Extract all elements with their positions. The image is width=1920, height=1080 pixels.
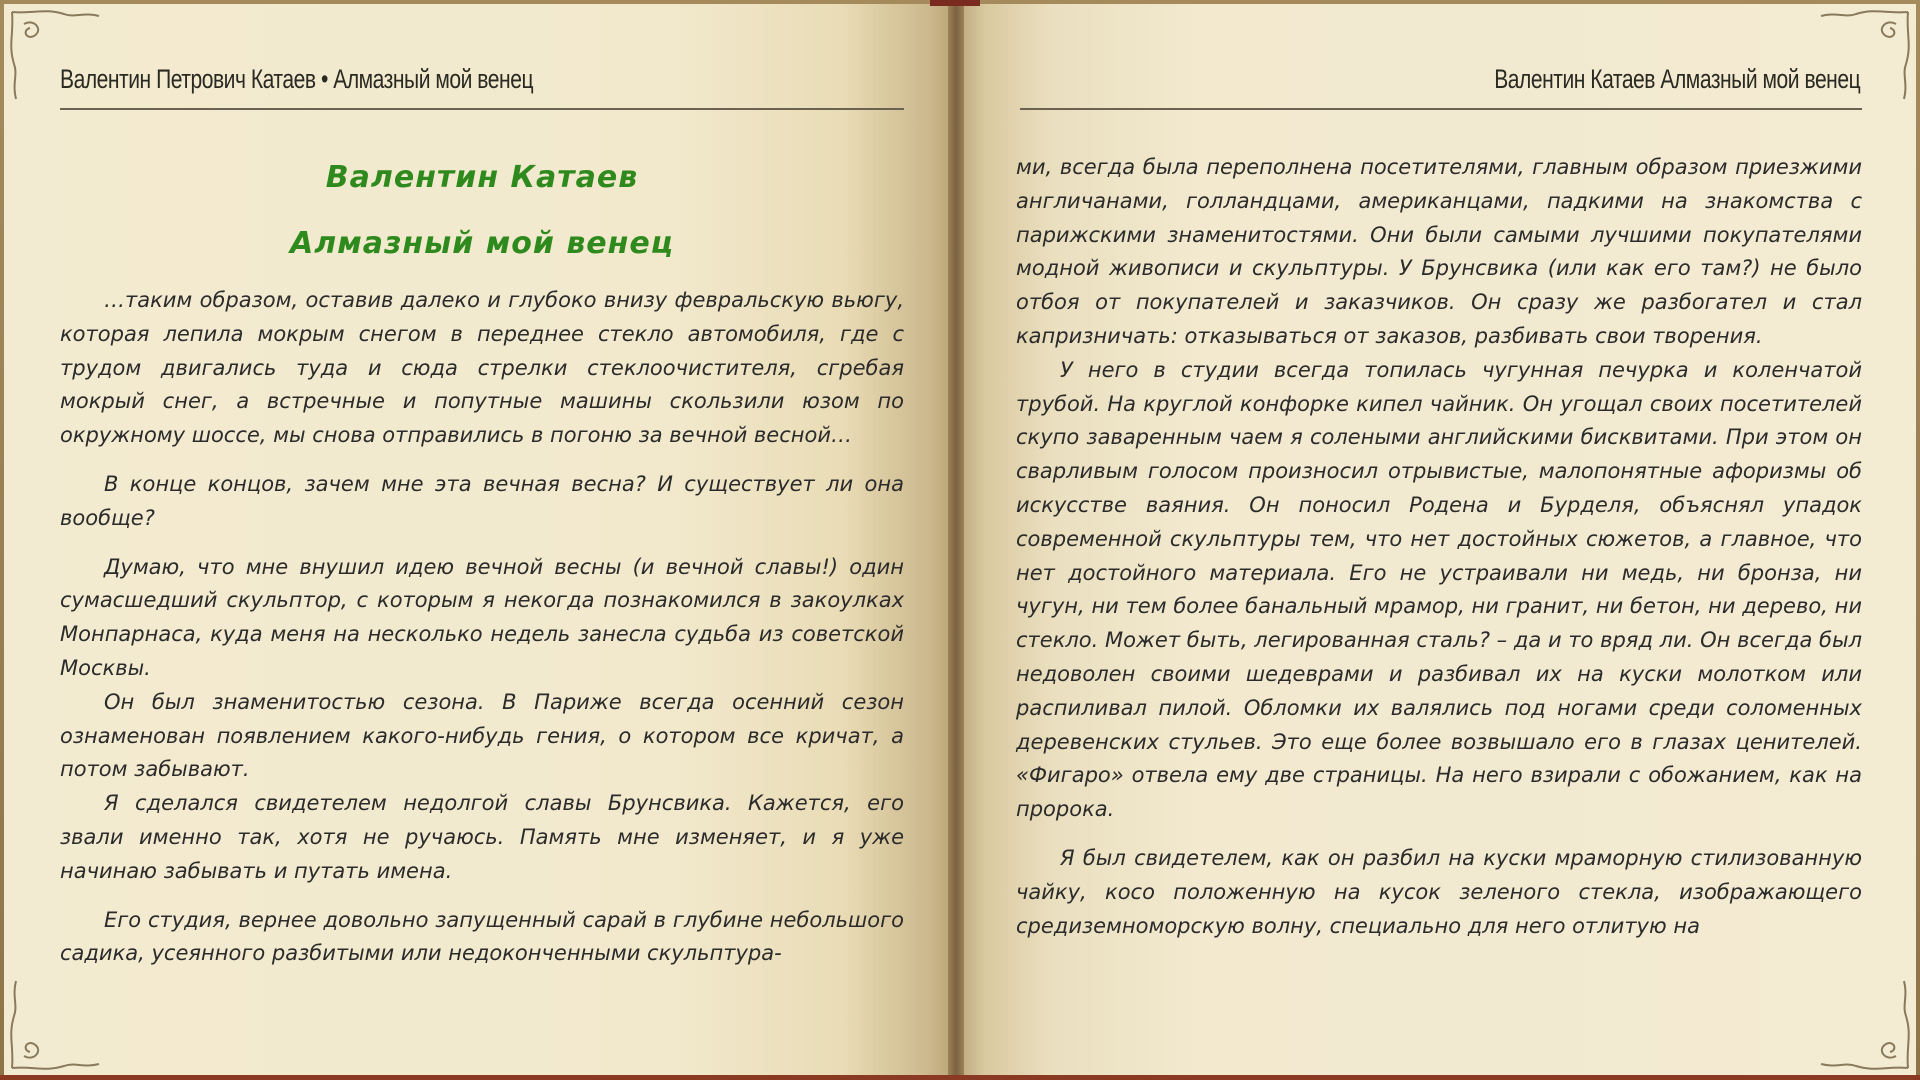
paragraph: У него в студии всегда топилась чугунная печурка и коленчатой трубой. На круглой конфорке кипел чайник. Он угощал своих посетителей скупо заваренным чаем я солеными английскими бисквитами. При этом он сварливым голосом произносил отрывистые, малопонятные афоризмы об искусстве ваяния. Он поносил Родена и Бурделя, объяснял упадок современной скульптуры тем, что нет достойных сюжетов, а главное, что нет достойного материала. Его не устраивали ни медь, ни бронза, ни чугун, ни тем более банальный мрамор, ни гранит, ни бетон, ни дерево, ни стекло. Может быть, легированная сталь? – да и то вряд ли. Он всегда был недоволен своими шедеврами и разбивал их на куски молотком или распиливал пилой. Обломки их валялись под ногами среди соломенных деревенских стульев. Это еще более возвышало его в глазах ценителей. «Фигаро» отвела ему две страницы. На него взирали с обожанием, как на пророка. (1016, 357, 1862, 822)
right-header-rule (1020, 108, 1862, 110)
paragraph: Думаю, что мне внушил идею вечной весны (и вечной славы!) один сумасшедший скульптор, с которым я некогда познакомился в закоулках Монпарнаса, куда меня на несколько недель занесла судьба из советской Москвы. (60, 554, 904, 680)
paragraph: Я был свидетелем, как он разбил на куски мраморную стилизованную чайку, косо положенную на кусок зеленого стекла, изображающего средиземноморскую волну, специально для него отлитую на (1016, 845, 1862, 938)
left-page (4, 4, 956, 1076)
ornament-corner-icon (1796, 4, 1916, 114)
ornament-corner-icon (4, 966, 124, 1076)
paragraph: Я сделался свидетелем недолгой славы Брунсвика. Кажется, его звали именно так, хотя не ручаюсь. Память мне изменяет, и я уже начинаю забывать и путать имена. (60, 791, 904, 883)
book-spine (948, 0, 964, 1080)
paragraph: Его студия, вернее довольно запущенный сарай в глубине небольшого садика, усеянного разбитыми или недоконченными скульптура- (60, 907, 904, 966)
bookmark-ribbon (930, 0, 980, 6)
right-text-column (1016, 151, 1862, 943)
right-running-head: Валентин Катаев Алмазный мой венец (1494, 64, 1860, 94)
right-page (956, 4, 1916, 1076)
paragraph: Он был знаменитостью сезона. В Париже всегда осенний сезон ознаменован появлением какого-нибудь гения, о котором все кричат, а потом забывают. (60, 689, 904, 782)
left-header-rule (60, 108, 904, 110)
ornament-corner-icon (1796, 966, 1916, 1076)
ornament-corner-icon (4, 4, 124, 114)
left-text-column (60, 284, 904, 971)
paragraph: ми, всегда была переполнена посетителями, главным образом приезжими англичанами, голландцами, американцами, падкими на знакомства с парижскими знаменитостями. Они были самыми лучшими покупателями модной живописи и скульптуры. У Брунсвика (или как его там?) не было отбоя от покупателей и заказчиков. Он сразу же разбогател и стал капризничать: отказываться от заказов, разбивать свои творения. (1016, 155, 1862, 348)
book-bottom-edge (0, 1075, 1920, 1080)
paragraph: В конце концов, зачем мне эта вечная весна? И существует ли она вообще? (60, 471, 904, 530)
left-running-head: Валентин Петрович Катаев • Алмазный мой венец (60, 64, 534, 94)
paragraph: …таким образом, оставив далеко и глубоко внизу февральскую вьюгу, которая лепила мокрым снегом в переднее стекло автомобиля, где с трудом двигались туда и сюда стрелки стеклоочистителя, сгребая мокрый снег, а встречные и попутные машины скользили юзом по окружному шоссе, мы снова отправились в погоню за вечной весной… (60, 288, 904, 448)
author-title: Валентин Катаев (325, 160, 639, 195)
book-title: Алмазный мой венец (290, 226, 674, 261)
